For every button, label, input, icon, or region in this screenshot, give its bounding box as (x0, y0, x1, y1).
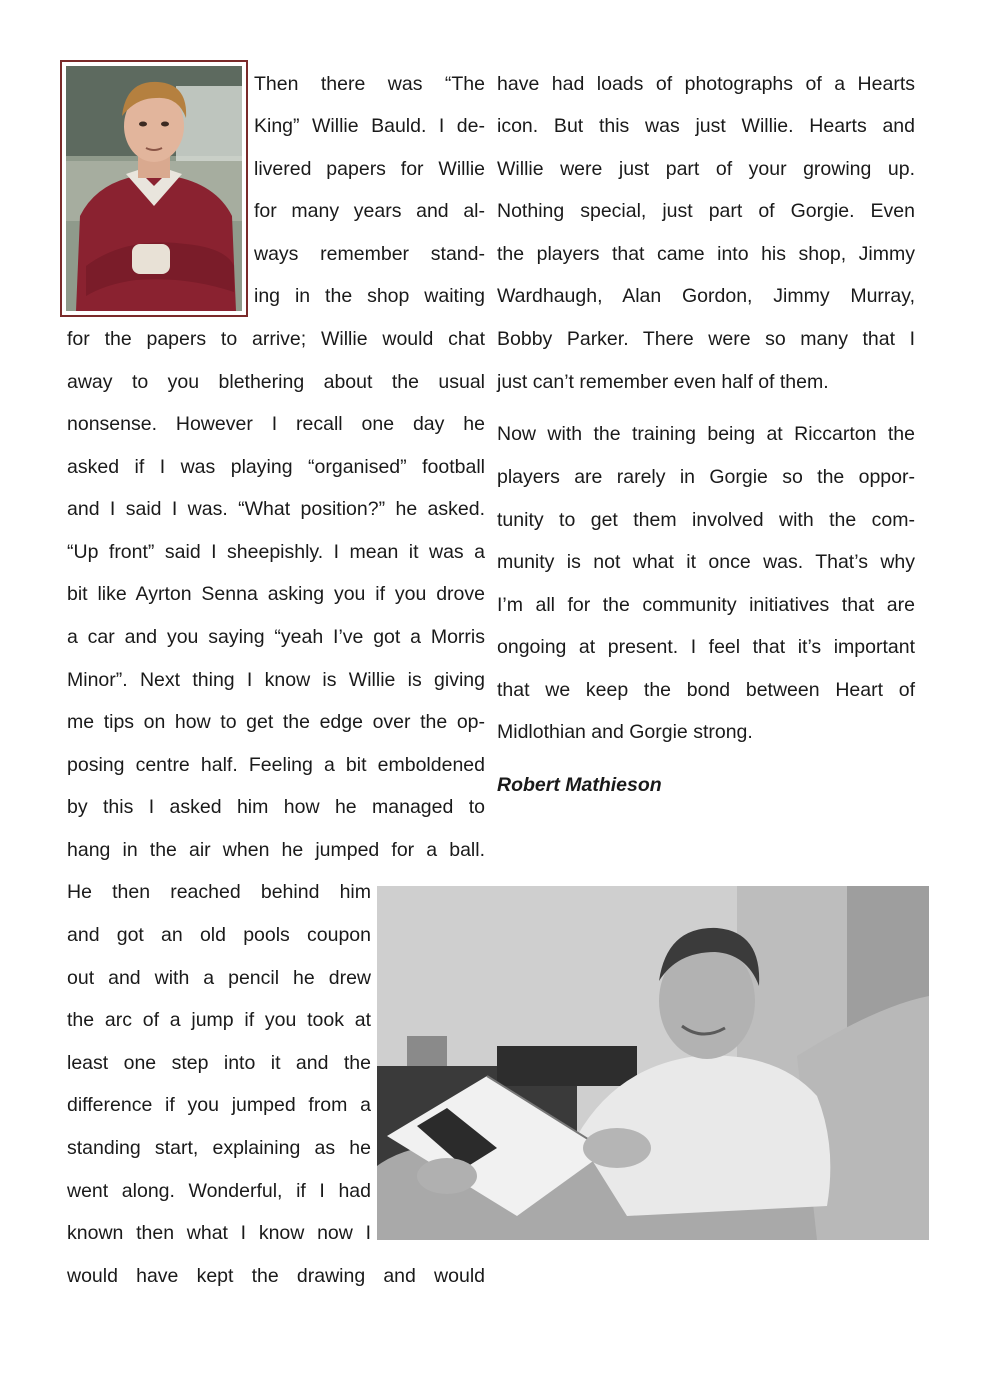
text-line: the arc of a jump if you took at (67, 1009, 371, 1031)
text-line: difference if you jumped from a (67, 1094, 371, 1116)
text-line: away to you blethering about the usual (67, 371, 485, 393)
text-line: me tips on how to get the edge over the op- (67, 711, 485, 733)
text-line: Wardhaugh, Alan Gordon, Jimmy Murray, (497, 285, 915, 307)
man-reading-magazine-photo (377, 886, 929, 1240)
text-line: Then there was “The (254, 73, 485, 95)
text-line: “Up front” said I sheepishly. I mean it was a (67, 541, 485, 563)
text-line: a car and you saying “yeah I’ve got a Morris (67, 626, 485, 648)
text-line: for the papers to arrive; Willie would chat (67, 328, 485, 350)
text-line: ways remember stand- (254, 243, 485, 265)
text-line: for many years and al- (254, 200, 485, 222)
text-line: hang in the air when he jumped for a ball. (67, 839, 485, 861)
text-line: and I said I was. “What position?” he asked. (67, 498, 485, 520)
text-line: King” Willie Bauld. I de- (254, 115, 485, 137)
text-line: Now with the training being at Riccarton the (497, 423, 915, 445)
text-line: have had loads of photographs of a Hearts (497, 73, 915, 95)
text-line: posing centre half. Feeling a bit emboldened (67, 754, 485, 776)
text-line: by this I asked him how he managed to (67, 796, 485, 818)
text-line: ing in the shop waiting (254, 285, 485, 307)
text-line: out and with a pencil he drew (67, 967, 371, 989)
text-line: just can’t remember even half of them. (497, 371, 829, 393)
player-portrait-photo (60, 60, 248, 317)
text-line: Bobby Parker. There were so many that I (497, 328, 915, 350)
text-line: munity is not what it once was. That’s why (497, 551, 915, 573)
text-line: Midlothian and Gorgie strong. (497, 721, 753, 743)
text-line: the players that came into his shop, Jimmy (497, 243, 915, 265)
man-reading-icon (377, 886, 929, 1240)
text-line: asked if I was playing “organised” football (67, 456, 485, 478)
text-line: nonsense. However I recall one day he (67, 413, 485, 435)
text-line: Nothing special, just part of Gorgie. Even (497, 200, 915, 222)
text-line: I’m all for the community initiatives that are (497, 594, 915, 616)
text-line: players are rarely in Gorgie so the oppor- (497, 466, 915, 488)
text-line: ongoing at present. I feel that it’s important (497, 636, 915, 658)
text-line: would have kept the drawing and would (67, 1265, 485, 1287)
text-line: went along. Wonderful, if I had (67, 1180, 371, 1202)
text-line: He then reached behind him (67, 881, 371, 903)
text-line: livered papers for Willie (254, 158, 485, 180)
text-line: Minor”. Next thing I know is Willie is giving (67, 669, 485, 691)
author-signature: Robert Mathieson (497, 774, 662, 796)
text-line: icon. But this was just Willie. Hearts and (497, 115, 915, 137)
text-line: and got an old pools coupon (67, 924, 371, 946)
text-line: that we keep the bond between Heart of (497, 679, 915, 701)
text-line: tunity to get them involved with the com- (497, 509, 915, 531)
text-line: bit like Ayrton Senna asking you if you drove (67, 583, 485, 605)
text-line: least one step into it and the (67, 1052, 371, 1074)
text-line: standing start, explaining as he (67, 1137, 371, 1159)
text-line: Willie were just part of your growing up. (497, 158, 915, 180)
player-portrait-icon (66, 66, 242, 311)
text-line: known then what I know now I (67, 1222, 371, 1244)
